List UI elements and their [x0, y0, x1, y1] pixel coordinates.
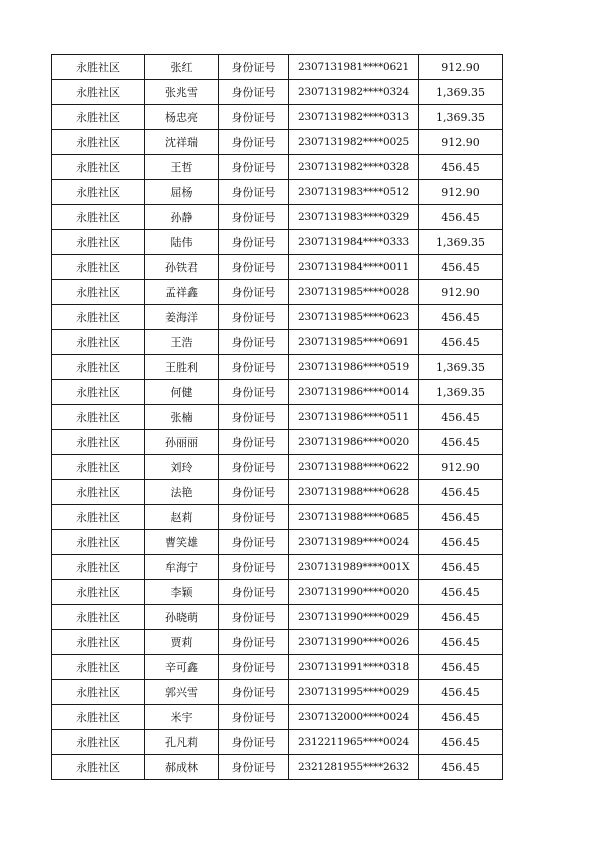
amount-cell: 456.45 [419, 655, 503, 680]
amount-cell: 456.45 [419, 505, 503, 530]
amount-cell: 912.90 [419, 180, 503, 205]
amount-cell: 456.45 [419, 755, 503, 780]
community-cell: 永胜社区 [52, 330, 145, 355]
id-type-cell: 身份证号 [219, 555, 289, 580]
table-row [52, 230, 503, 255]
table-row [52, 430, 503, 455]
records-table [51, 54, 503, 780]
id-number-cell: 2307131989****0024 [289, 530, 419, 555]
name-cell: 王哲 [145, 155, 219, 180]
name-cell: 刘玲 [145, 455, 219, 480]
id-number-cell: 2307131986****0519 [289, 355, 419, 380]
name-cell: 杨忠亮 [145, 105, 219, 130]
name-cell: 孙静 [145, 205, 219, 230]
table-row [52, 255, 503, 280]
amount-cell: 456.45 [419, 430, 503, 455]
name-cell: 姜海洋 [145, 305, 219, 330]
amount-cell: 912.90 [419, 455, 503, 480]
id-type-cell: 身份证号 [219, 80, 289, 105]
id-number-cell: 2307131988****0622 [289, 455, 419, 480]
community-cell: 永胜社区 [52, 380, 145, 405]
table-row [52, 655, 503, 680]
id-type-cell: 身份证号 [219, 230, 289, 255]
name-cell: 孙丽丽 [145, 430, 219, 455]
name-cell: 牟海宁 [145, 555, 219, 580]
table-row [52, 505, 503, 530]
id-number-cell: 2307131982****0328 [289, 155, 419, 180]
name-cell: 辛可鑫 [145, 655, 219, 680]
name-cell: 曹笑雄 [145, 530, 219, 555]
id-number-cell: 2307131989****001X [289, 555, 419, 580]
table-row [52, 630, 503, 655]
community-cell: 永胜社区 [52, 230, 145, 255]
id-type-cell: 身份证号 [219, 480, 289, 505]
id-type-cell: 身份证号 [219, 605, 289, 630]
table-row [52, 405, 503, 430]
id-number-cell: 2307132000****0024 [289, 705, 419, 730]
name-cell: 张兆雪 [145, 80, 219, 105]
id-type-cell: 身份证号 [219, 530, 289, 555]
community-cell: 永胜社区 [52, 480, 145, 505]
amount-cell: 456.45 [419, 730, 503, 755]
table-row [52, 680, 503, 705]
amount-cell: 456.45 [419, 255, 503, 280]
name-cell: 贾莉 [145, 630, 219, 655]
id-number-cell: 2307131995****0029 [289, 680, 419, 705]
id-type-cell: 身份证号 [219, 55, 289, 80]
table-row [52, 580, 503, 605]
table-row [52, 280, 503, 305]
id-type-cell: 身份证号 [219, 180, 289, 205]
id-type-cell: 身份证号 [219, 305, 289, 330]
id-type-cell: 身份证号 [219, 455, 289, 480]
id-number-cell: 2307131990****0026 [289, 630, 419, 655]
table-row [52, 605, 503, 630]
amount-cell: 912.90 [419, 280, 503, 305]
id-type-cell: 身份证号 [219, 105, 289, 130]
id-number-cell: 2307131984****0333 [289, 230, 419, 255]
id-number-cell: 2307131988****0685 [289, 505, 419, 530]
name-cell: 米宇 [145, 705, 219, 730]
amount-cell: 456.45 [419, 680, 503, 705]
name-cell: 法艳 [145, 480, 219, 505]
id-type-cell: 身份证号 [219, 755, 289, 780]
community-cell: 永胜社区 [52, 530, 145, 555]
id-type-cell: 身份证号 [219, 405, 289, 430]
id-number-cell: 2307131986****0511 [289, 405, 419, 430]
id-number-cell: 2307131982****0313 [289, 105, 419, 130]
amount-cell: 456.45 [419, 205, 503, 230]
community-cell: 永胜社区 [52, 180, 145, 205]
community-cell: 永胜社区 [52, 630, 145, 655]
table-row [52, 55, 503, 80]
amount-cell: 1,369.35 [419, 80, 503, 105]
id-type-cell: 身份证号 [219, 505, 289, 530]
table-row [52, 205, 503, 230]
amount-cell: 1,369.35 [419, 230, 503, 255]
amount-cell: 456.45 [419, 155, 503, 180]
id-number-cell: 2307131983****0512 [289, 180, 419, 205]
table-row [52, 555, 503, 580]
id-type-cell: 身份证号 [219, 280, 289, 305]
table-row [52, 355, 503, 380]
id-type-cell: 身份证号 [219, 580, 289, 605]
id-number-cell: 2307131986****0020 [289, 430, 419, 455]
name-cell: 何健 [145, 380, 219, 405]
id-type-cell: 身份证号 [219, 330, 289, 355]
id-number-cell: 2307131990****0029 [289, 605, 419, 630]
id-type-cell: 身份证号 [219, 630, 289, 655]
id-type-cell: 身份证号 [219, 430, 289, 455]
table-body [52, 55, 503, 780]
amount-cell: 456.45 [419, 480, 503, 505]
amount-cell: 456.45 [419, 305, 503, 330]
id-type-cell: 身份证号 [219, 130, 289, 155]
amount-cell: 1,369.35 [419, 105, 503, 130]
community-cell: 永胜社区 [52, 455, 145, 480]
name-cell: 孟祥鑫 [145, 280, 219, 305]
community-cell: 永胜社区 [52, 55, 145, 80]
id-type-cell: 身份证号 [219, 705, 289, 730]
community-cell: 永胜社区 [52, 755, 145, 780]
community-cell: 永胜社区 [52, 80, 145, 105]
amount-cell: 1,369.35 [419, 355, 503, 380]
community-cell: 永胜社区 [52, 555, 145, 580]
community-cell: 永胜社区 [52, 705, 145, 730]
name-cell: 孔凡莉 [145, 730, 219, 755]
id-type-cell: 身份证号 [219, 730, 289, 755]
amount-cell: 912.90 [419, 55, 503, 80]
community-cell: 永胜社区 [52, 655, 145, 680]
id-number-cell: 2307131985****0623 [289, 305, 419, 330]
community-cell: 永胜社区 [52, 405, 145, 430]
id-number-cell: 2307131983****0329 [289, 205, 419, 230]
community-cell: 永胜社区 [52, 305, 145, 330]
amount-cell: 912.90 [419, 130, 503, 155]
amount-cell: 456.45 [419, 705, 503, 730]
community-cell: 永胜社区 [52, 605, 145, 630]
amount-cell: 456.45 [419, 405, 503, 430]
name-cell: 屈杨 [145, 180, 219, 205]
id-number-cell: 2307131990****0020 [289, 580, 419, 605]
table-row [52, 80, 503, 105]
table-row [52, 130, 503, 155]
community-cell: 永胜社区 [52, 505, 145, 530]
name-cell: 王胜利 [145, 355, 219, 380]
name-cell: 李颖 [145, 580, 219, 605]
id-number-cell: 2307131985****0028 [289, 280, 419, 305]
id-type-cell: 身份证号 [219, 655, 289, 680]
name-cell: 孙铁君 [145, 255, 219, 280]
name-cell: 张红 [145, 55, 219, 80]
amount-cell: 456.45 [419, 630, 503, 655]
name-cell: 赵莉 [145, 505, 219, 530]
name-cell: 孙晓萌 [145, 605, 219, 630]
table-row [52, 755, 503, 780]
id-number-cell: 2307131984****0011 [289, 255, 419, 280]
id-number-cell: 2321281955****2632 [289, 755, 419, 780]
amount-cell: 456.45 [419, 530, 503, 555]
name-cell: 沈祥瑞 [145, 130, 219, 155]
community-cell: 永胜社区 [52, 205, 145, 230]
id-type-cell: 身份证号 [219, 155, 289, 180]
table-row [52, 105, 503, 130]
id-type-cell: 身份证号 [219, 680, 289, 705]
id-number-cell: 2307131991****0318 [289, 655, 419, 680]
community-cell: 永胜社区 [52, 105, 145, 130]
table-row [52, 455, 503, 480]
id-type-cell: 身份证号 [219, 205, 289, 230]
name-cell: 郝成林 [145, 755, 219, 780]
amount-cell: 456.45 [419, 580, 503, 605]
name-cell: 郭兴雪 [145, 680, 219, 705]
table-row [52, 330, 503, 355]
name-cell: 陆伟 [145, 230, 219, 255]
id-number-cell: 2307131986****0014 [289, 380, 419, 405]
id-number-cell: 2307131985****0691 [289, 330, 419, 355]
community-cell: 永胜社区 [52, 255, 145, 280]
name-cell: 王浩 [145, 330, 219, 355]
id-type-cell: 身份证号 [219, 355, 289, 380]
id-number-cell: 2307131982****0324 [289, 80, 419, 105]
table-row [52, 155, 503, 180]
id-type-cell: 身份证号 [219, 255, 289, 280]
id-number-cell: 2307131981****0621 [289, 55, 419, 80]
id-type-cell: 身份证号 [219, 380, 289, 405]
id-number-cell: 2307131988****0628 [289, 480, 419, 505]
community-cell: 永胜社区 [52, 355, 145, 380]
table-row [52, 730, 503, 755]
id-number-cell: 2312211965****0024 [289, 730, 419, 755]
community-cell: 永胜社区 [52, 430, 145, 455]
community-cell: 永胜社区 [52, 280, 145, 305]
community-cell: 永胜社区 [52, 680, 145, 705]
community-cell: 永胜社区 [52, 730, 145, 755]
amount-cell: 456.45 [419, 605, 503, 630]
amount-cell: 1,369.35 [419, 380, 503, 405]
name-cell: 张楠 [145, 405, 219, 430]
id-number-cell: 2307131982****0025 [289, 130, 419, 155]
table-row [52, 380, 503, 405]
community-cell: 永胜社区 [52, 580, 145, 605]
table-row [52, 530, 503, 555]
amount-cell: 456.45 [419, 330, 503, 355]
table-row [52, 480, 503, 505]
table-row [52, 705, 503, 730]
community-cell: 永胜社区 [52, 130, 145, 155]
amount-cell: 456.45 [419, 555, 503, 580]
table-row [52, 180, 503, 205]
table-row [52, 305, 503, 330]
community-cell: 永胜社区 [52, 155, 145, 180]
